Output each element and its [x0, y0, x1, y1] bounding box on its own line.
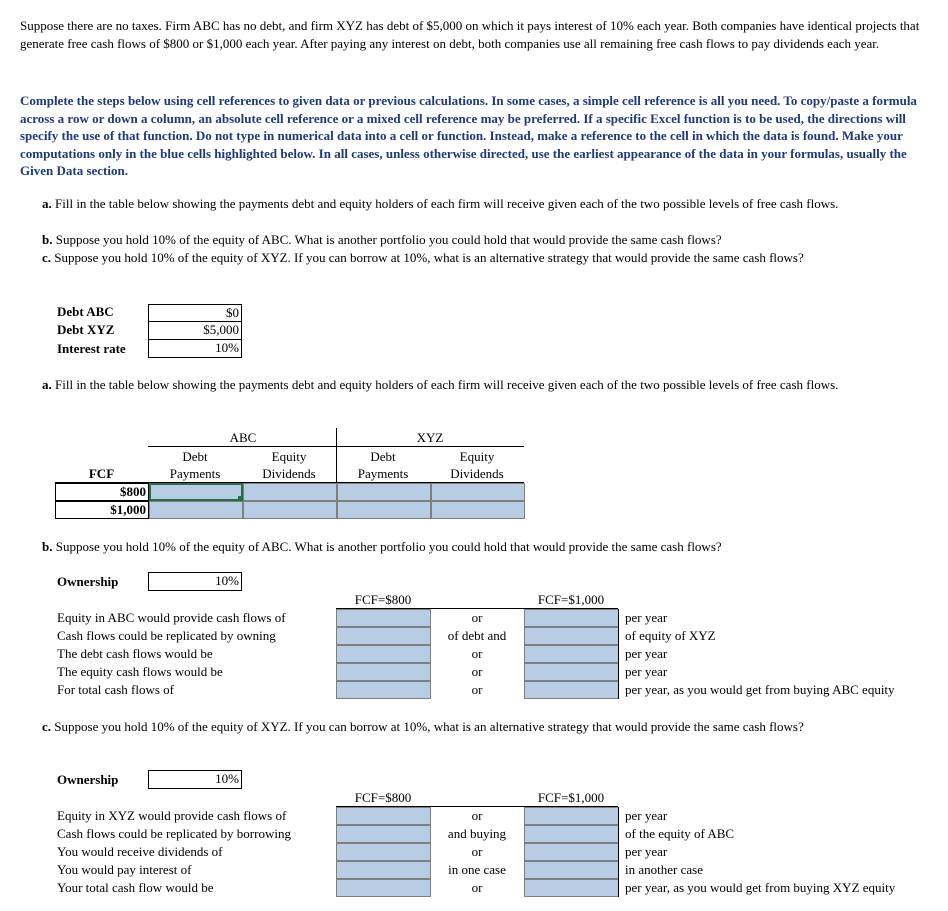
section-c-row-5-label: Your total cash flow would be	[57, 880, 214, 895]
section-b-row-3-right: per year	[625, 646, 668, 661]
question-c-repeat	[42, 718, 902, 736]
section-c-row-2-right: of the equity of ABC	[625, 826, 735, 841]
section-c-row-3-label: You would receive dividends of	[57, 844, 223, 859]
given-label-interest-rate: Interest rate	[57, 341, 126, 356]
section-c-row-5-mid: or	[471, 880, 483, 895]
section-b-row-1-label: Equity in ABC would provide cash flows of	[57, 610, 286, 625]
section-c-row-2-mid: and buying	[447, 826, 507, 841]
question-a-letter: a.	[42, 196, 52, 211]
given-label-debt-abc: Debt ABC	[57, 304, 114, 319]
question-c-repeat-text: Suppose you hold 10% of the equity of XYZ. If you can borrow at 10%, what is an alternative strategy that would provide the same cash flows?	[54, 719, 804, 734]
section-b-row-2-fcf800[interactable]	[336, 627, 431, 645]
question-b-repeat-text: Suppose you hold 10% of the equity of ABC. What is another portfolio you could hold that would provide the same cash flows?	[55, 539, 722, 554]
table-a-xyz-debt-bottom: Payments	[357, 466, 409, 481]
table-a-fcf-header: FCF	[88, 466, 115, 481]
given-value-interest-rate[interactable]: 10%	[148, 339, 242, 358]
section-c-row-2-label: Cash flows could be replicated by borrowing	[57, 826, 291, 841]
section-c-row-1-label: Equity in XYZ would provide cash flows of	[57, 808, 287, 823]
table-a-xyz-debt-800-cell[interactable]	[337, 483, 431, 501]
question-b-letter: b.	[42, 232, 53, 247]
table-a-header-abc: ABC	[229, 430, 257, 445]
question-a-repeat	[42, 376, 902, 394]
question-a-repeat-letter: a.	[42, 377, 52, 392]
table-a-xyz-equity-800-cell[interactable]	[431, 483, 525, 501]
section-b-row-2-right: of equity of XYZ	[625, 628, 716, 643]
table-a-xyz-equity-bottom: Dividends	[450, 466, 504, 481]
question-b	[42, 231, 902, 249]
question-c-text: Suppose you hold 10% of the equity of XYZ. If you can borrow at 10%, what is an alternative strategy that would provide the same cash flows?	[54, 250, 804, 265]
section-c-row-3-right: per year	[625, 844, 668, 859]
table-a-abc-equity-top: Equity	[271, 449, 307, 464]
table-a-abc-debt-top: Debt	[182, 449, 208, 464]
section-b-row-5-fcf800[interactable]	[336, 681, 431, 699]
table-a-xyz-underline	[336, 446, 524, 447]
section-b-row-4-fcf800[interactable]	[336, 663, 431, 681]
question-c-repeat-letter: c.	[42, 719, 52, 734]
section-b-row-1-mid: or	[471, 610, 483, 625]
section-b-row-1-right: per year	[625, 610, 668, 625]
section-b-ownership-label: Ownership	[57, 574, 119, 589]
section-b-row-5-right: per year, as you would get from buying ABC equity	[625, 682, 895, 697]
table-a-xyz-debt-top: Debt	[370, 449, 396, 464]
given-value-debt-xyz[interactable]: $5,000	[148, 321, 242, 340]
section-c-row-4-right: in another case	[625, 862, 703, 877]
table-a-fcf-800[interactable]: $800	[55, 483, 149, 501]
table-a-header-xyz: XYZ	[416, 430, 444, 445]
question-b-repeat	[42, 538, 902, 556]
table-a-abc-debt-bottom: Payments	[169, 466, 221, 481]
section-b-ownership-value[interactable]: 10%	[148, 572, 242, 591]
question-c-letter: c.	[42, 250, 52, 265]
table-a-xyz-equity-1000-cell[interactable]	[431, 501, 525, 519]
section-c-row-3-fcf1000[interactable]	[524, 843, 619, 861]
question-b-repeat-letter: b.	[42, 539, 53, 554]
table-a-abc-equity-800-cell[interactable]	[243, 483, 337, 501]
section-b-row-3-mid: or	[471, 646, 483, 661]
section-b-right-border	[618, 609, 619, 699]
section-b-row-2-mid: of debt and	[447, 628, 507, 643]
section-c-row-1-fcf800[interactable]	[336, 807, 431, 825]
section-b-row-1-fcf800[interactable]	[336, 609, 431, 627]
question-c	[42, 249, 902, 267]
question-b-text: Suppose you hold 10% of the equity of ABC. What is another portfolio you could hold that would provide the same cash flows?	[55, 232, 722, 247]
section-c-ownership-label: Ownership	[57, 772, 119, 787]
section-c-row-4-mid: in one case	[448, 862, 506, 877]
section-b-row-4-mid: or	[471, 664, 483, 679]
section-b-row-3-label: The debt cash flows would be	[57, 646, 213, 661]
section-b-row-3-fcf800[interactable]	[336, 645, 431, 663]
section-c-row-3-mid: or	[471, 844, 483, 859]
question-a-repeat-text: Fill in the table below showing the payments debt and equity holders of each firm will receive given each of the two possible levels of free cash flows.	[55, 377, 839, 392]
section-b-row-5-mid: or	[471, 682, 483, 697]
question-a-text: Fill in the table below showing the payments debt and equity holders of each firm will receive given each of the two possible levels of free cash flows.	[55, 196, 839, 211]
table-a-abc-debt-1000-cell[interactable]	[149, 501, 243, 519]
section-c-row-4-fcf800[interactable]	[336, 861, 431, 879]
section-b-row-3-fcf1000[interactable]	[524, 645, 619, 663]
table-a-abc-equity-1000-cell[interactable]	[243, 501, 337, 519]
section-c-row-3-fcf800[interactable]	[336, 843, 431, 861]
section-c-ownership-value[interactable]: 10%	[148, 770, 242, 789]
section-b-row-4-label: The equity cash flows would be	[57, 664, 223, 679]
section-b-row-2-fcf1000[interactable]	[524, 627, 619, 645]
section-b-row-2-label: Cash flows could be replicated by owning	[57, 628, 276, 643]
section-b-row-4-right: per year	[625, 664, 668, 679]
table-a-xyz-equity-top: Equity	[459, 449, 495, 464]
section-c-row-4-label: You would pay interest of	[57, 862, 192, 877]
section-c-row-1-mid: or	[471, 808, 483, 823]
section-c-row-1-right: per year	[625, 808, 668, 823]
section-b-fcf1000-header: FCF=$1,000	[537, 592, 605, 607]
section-c-fcf800-header: FCF=$800	[354, 790, 412, 805]
given-label-debt-xyz: Debt XYZ	[57, 322, 115, 337]
table-a-xyz-debt-1000-cell[interactable]	[337, 501, 431, 519]
section-b-fcf800-header: FCF=$800	[354, 592, 412, 607]
table-a-abc-equity-bottom: Dividends	[262, 466, 316, 481]
section-c-fcf1000-header: FCF=$1,000	[537, 790, 605, 805]
table-a-abc-underline	[148, 446, 336, 447]
section-c-row-5-fcf1000[interactable]	[524, 879, 619, 897]
section-c-row-5-right: per year, as you would get from buying XYZ equity	[625, 880, 896, 895]
intro-paragraph: Suppose there are no taxes. Firm ABC has no debt, and firm XYZ has debt of $5,000 on which it pays interest of 10% each year. Both companies have identical projects that generate free cash flows of $800 or $1,000 each year. After paying any interest on debt, both companies use all remaining free cash flows to pay dividends each year.	[20, 18, 920, 51]
section-c-row-2-fcf1000[interactable]	[524, 825, 619, 843]
section-b-row-5-label: For total cash flows of	[57, 682, 174, 697]
instructions-paragraph: Complete the steps below using cell references to given data or previous calculations. In some cases, a simple cell reference is all you need. To copy/paste a formula across a row or down a column, an absolute cell reference or a mixed cell reference may be preferred. If a specific Excel function is to be used, the directions will specify the use of that function. Do not type in numerical data into a cell or function. Instead, make a reference to the cell in which the data is found. Make your computations only in the blue cells highlighted below. In all cases, unless otherwise directed, use the earliest appearance of the data in your formulas, usually the Given Data section.	[20, 93, 917, 178]
section-c-row-5-fcf800[interactable]	[336, 879, 431, 897]
section-c-row-4-fcf1000[interactable]	[524, 861, 619, 879]
question-a	[42, 195, 902, 213]
section-c-row-2-fcf800[interactable]	[336, 825, 431, 843]
table-a-fcf-1000[interactable]: $1,000	[55, 501, 149, 519]
section-b-row-4-fcf1000[interactable]	[524, 663, 619, 681]
section-b-row-5-fcf1000[interactable]	[524, 681, 619, 699]
section-b-row-1-fcf1000[interactable]	[524, 609, 619, 627]
section-c-right-border	[618, 807, 619, 897]
given-value-debt-abc[interactable]: $0	[148, 304, 242, 322]
section-c-row-1-fcf1000[interactable]	[524, 807, 619, 825]
table-a-abc-debt-800-cell[interactable]	[149, 483, 243, 501]
